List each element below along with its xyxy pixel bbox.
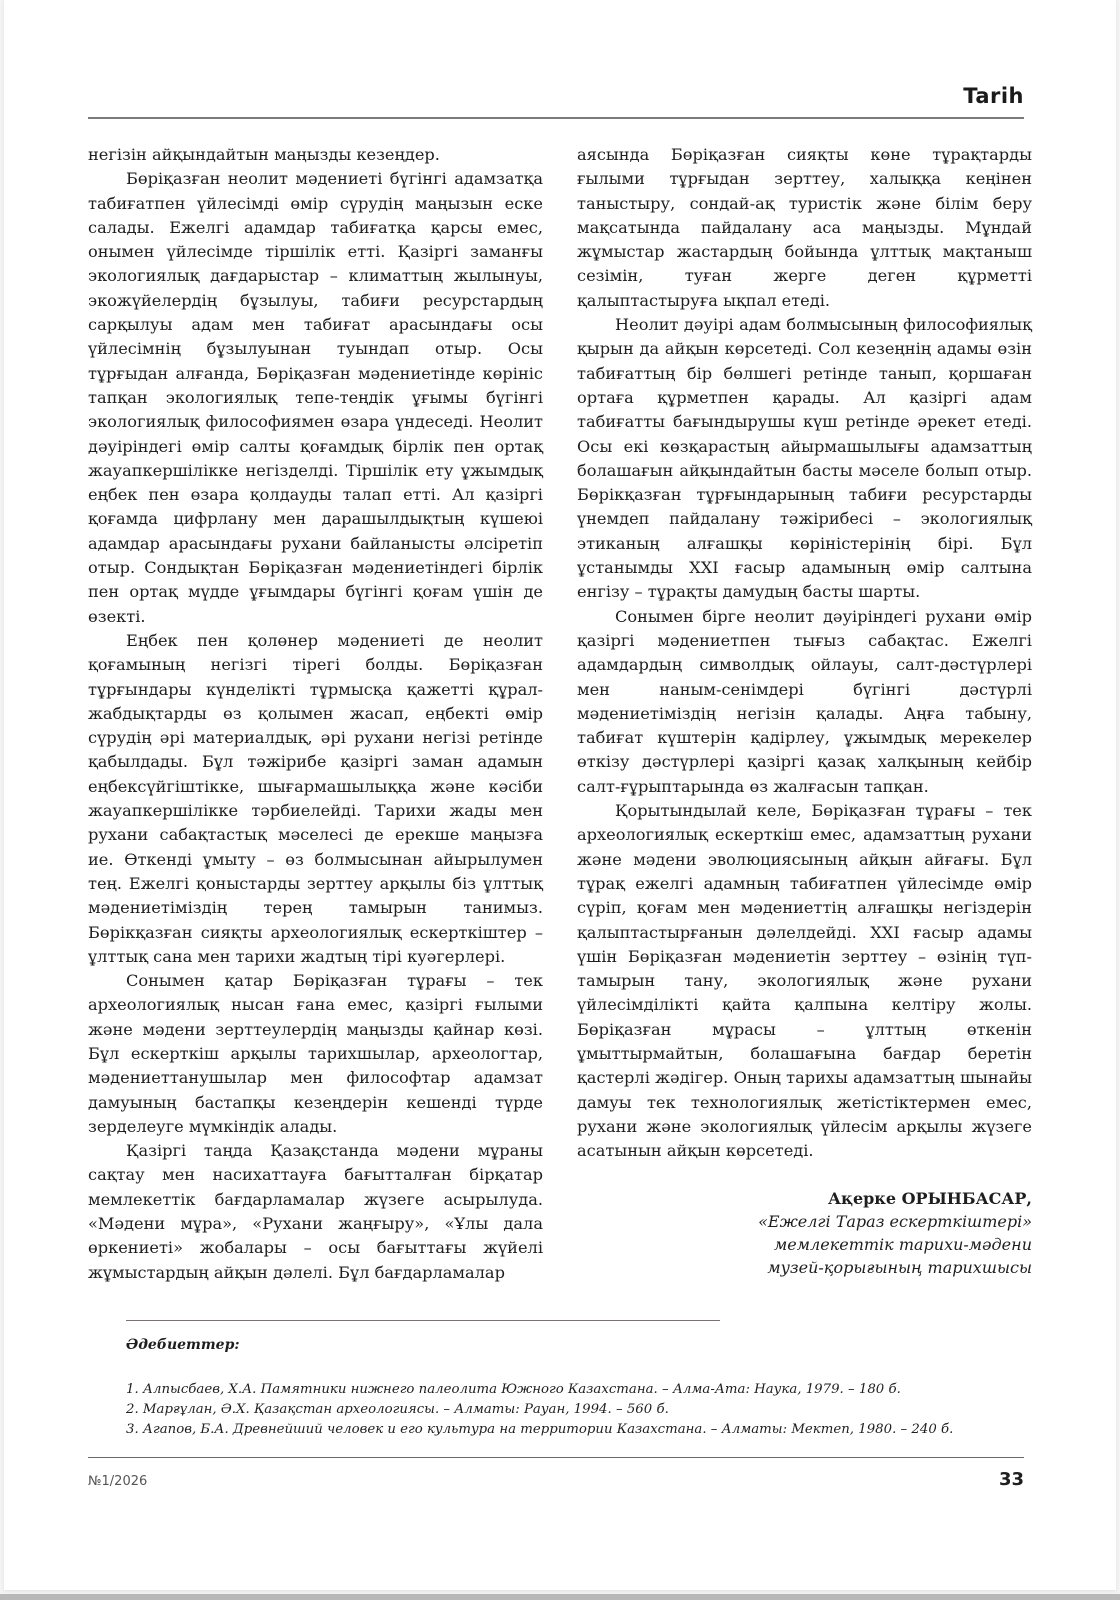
paragraph: Еңбек пен қолөнер мәдениеті де неолит қоғамының негізгі тірегі болды. Бөріқазған тұрғындары күнделікті тұрмысқа қажетті құрал-жабдықтарды өз қолымен жасап, еңбекті өмір сүрудің әрі материалдық, әрі рухани негізі ретінде қабылдады. Бұл тәжірибе қазіргі заман адамын еңбексүйгіштікке, шығармашылыққа және кәсіби жауапкершілікке тәрбиелейді. Тарихи жады мен рухани сабақтастық мәселесі де ерекше маңызға ие. Өткенді ұмыту – өз болмысынан айырылумен тең. Ежелгі қоныстарды зерттеу арқылы біз ұлттық мәдениетіміздің терең тамырын танимыз. Бөрікқазған сияқты археологиялық ескерткіштер – ұлттық сана мен тарихи жадтың тірі куәгерлері. <box>88 630 543 966</box>
paragraph: Неолит дәуірі адам болмысының философиялық қырын да айқын көрсетеді. Сол кезеңнің адамы өзін табиғаттың бір бөлшегі ретінде танып, қоршаған ортаға құрметпен қарады. Ал қазіргі адам табиғатты бағындырушы күш ретінде әрекет етеді. Осы екі көзқарастың айырмашылығы адамзаттың болашағын айқындайтын басты мәселе болып отыр. Бөрікқазған тұрғындарының табиғи ресурстарды үнемдеп пайдалану тәжірибесі – экологиялық этиканың алғашқы көріністерінің бірі. Бұл ұстанымды XXI ғасыр адамының өмір салтына енгізу – тұрақты дамудың басты шарты. <box>577 315 1032 602</box>
author-name: Ақерке ОРЫНБАСАР, <box>828 1189 1032 1209</box>
reference-item: 2. Марғұлан, Ә.Х. Қазақстан археологиясы. – Алматы: Рауан, 1994. – 560 б. <box>126 1402 669 1417</box>
author-signature <box>577 1187 1032 1279</box>
author-affiliation: музей-қорығының тарихшысы <box>767 1258 1032 1278</box>
reference-item: 1. Алпысбаев, Х.А. Памятники нижнего палеолита Южного Казахстана. – Алма-Ата: Наука, 1979. – 180 б. <box>126 1382 901 1397</box>
references-title: Әдебиеттер: <box>126 1337 240 1353</box>
author-affiliation: мемлекеттік тарихи-мәдени <box>774 1235 1032 1255</box>
viewer-bottom-edge <box>0 1594 1120 1600</box>
paragraph: Сонымен бірге неолит дәуіріндегі рухани өмір қазіргі мәдениетпен тығыз сабақтас. Ежелгі адамдардың символдық ойлауы, салт-дәстүрлері мен наным-сенімдері бүгінгі дәстүрлі мәдениетіміздің негізін қалады. Аңға табыну, табиғат күштерін қадірлеу, ұжымдық мерекелер өткізу дәстүрлері қазіргі қазақ халқының кейбір салт-ғұрыптарында өз жалғасын тапқан. <box>577 606 1032 796</box>
paragraph: Сонымен қатар Бөріқазған тұрағы – тек археологиялық нысан ғана емес, қазіргі ғылыми және мәдени зерттеулердің маңызды қайнар көзі. Бұл ескерткіш арқылы тарихшылар, археологтар, мәдениеттанушылар мен философтар адамзат дамуының бастапқы кезеңдерін кешенді түрде зерделеуге мүмкіндік алады. <box>88 971 543 1136</box>
magazine-page <box>4 0 1116 1590</box>
references-list <box>126 1380 1026 1440</box>
paragraph: аясында Бөріқазған сияқты көне тұрақтарды ғылыми тұрғыдан зерттеу, халыққа кеңінен таныстыру, сондай-ақ туристік және білім беру мақсатында пайдалану аса маңызды. Мұндай жұмыстар жастардың бойында ұлттық мақтаныш сезімін, туған жерге деген құрметті қалыптастыруға ықпал етеді. <box>577 145 1032 310</box>
paragraph: Қазіргі таңда Қазақстанда мәдени мұраны сақтау мен насихаттауға бағытталған бірқатар мемлекеттік бағдарламалар жүзеге асырылуда. «Мәдени мұра», «Рухани жаңғыру», «Ұлы дала өркениеті» жобалары – осы бағыттағы жүйелі жұмыстардың айқын дәлелі. Бұл бағдарламалар <box>88 1141 543 1282</box>
footer-rule <box>88 1457 1024 1458</box>
left-column <box>88 143 543 1285</box>
page-number: 33 <box>998 1469 1024 1490</box>
issue-number: №1/2026 <box>88 1474 148 1489</box>
paragraph: негізін айқындайтын маңызды кезеңдер. <box>88 145 440 164</box>
references-rule <box>126 1320 720 1321</box>
section-title: Tarih <box>963 84 1024 108</box>
reference-item: 3. Агапов, Б.А. Древнейший человек и его культура на территории Казахстана. – Алматы: Мектеп, 1980. – 240 б. <box>126 1422 954 1437</box>
right-column <box>577 143 1032 1279</box>
author-affiliation: «Ежелгі Тараз ескерткіштері» <box>758 1212 1032 1232</box>
header-rule <box>88 117 1024 119</box>
paragraph: Бөріқазған неолит мәдениеті бүгінгі адамзатқа табиғатпен үйлесімді өмір сүрудің маңызын еске салады. Ежелгі адамдар табиғатқа қарсы емес, онымен үйлесімде тіршілік етті. Қазіргі заманғы экологиялық дағдарыстар – климаттың жылынуы, экожүйелердің бұзылуы, табиғи ресурстардың сарқылуы адам мен табиғат арасындағы осы үйлесімнің бұзылуынан туындап отыр. Осы тұрғыдан алғанда, Бөріқазған мәдениетінде көрініс тапқан экологиялық тепе-теңдік ұғымы бүгінгі экологиялық философиямен өзара үндеседі. Неолит дәуіріндегі өмір салты қоғамдық бірлік пен ортақ жауапкершілікке негізделді. Тіршілік ету ұжымдық еңбек пен өзара қолдауды талап етті. Ал қазіргі қоғамда цифрлану мен дарашылдықтың күшеюі адамдар арасындағы рухани байланысты әлсіретіп отыр. Сондықтан Бөріқазған мәдениетіндегі бірлік пен ортақ мүдде ұғымдары бүгінгі қоғам үшін де өзекті. <box>88 169 543 626</box>
article-body <box>88 143 1032 1293</box>
paragraph: Қорытындылай келе, Бөріқазған тұрағы – тек археологиялық ескерткіш емес, адамзаттың рухани және мәдени эволюциясының айқын айғағы. Бұл тұрақ ежелгі адамның табиғатпен үйлесімде өмір сүріп, қоғам мен мәдениеттің алғашқы негіздерін қалыптастырғанын дәлелдейді. XXI ғасыр адамы үшін Бөріқазған мәдениетін зерттеу – өзінің түп-тамырын тану, экологиялық және рухани үйлесімділікті қайта қалпына келтіру жолы. Бөріқазған мұрасы – ұлттың өткенін ұмыттырмайтын, болашағына бағдар беретін қастерлі жәдігер. Оның тарихы адамзаттың шынайы дамуы тек технологиялық жетістіктермен емес, рухани және экологиялық үйлесім арқылы жүзеге асатынын айқын көрсетеді. <box>577 801 1032 1161</box>
